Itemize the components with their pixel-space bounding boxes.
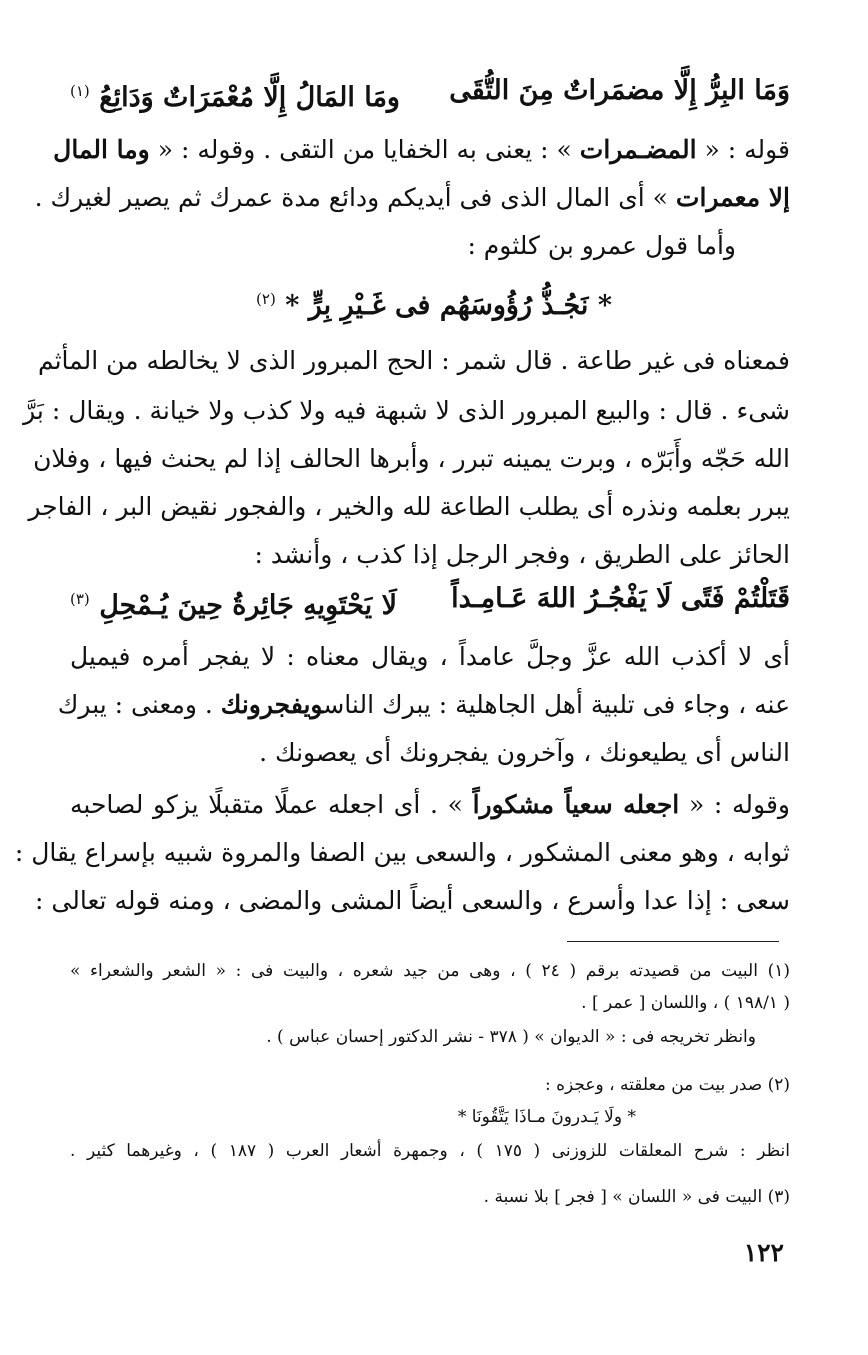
footnote-2-line-1: (٢) صدر بيت من معلقته ، وعجزه :	[544, 1075, 790, 1095]
para-1-line-1-mid: » : يعنى به الخفايا من التقى . وقوله : «	[157, 135, 572, 164]
para-3-line-2-tail: . ومعنى : يبرك	[57, 690, 213, 719]
para-1-line-2	[34, 181, 790, 215]
para-4-line-1	[70, 788, 790, 822]
para-1-line-1-pre: قوله : «	[704, 135, 790, 164]
term-mudmarat: المضـمرات	[579, 135, 697, 164]
para-3-line-1: أى لا أكذب الله عزَّ وجلَّ عامداً ، ويقال معناه : لا يفجر أمره فيميل	[70, 642, 790, 671]
verse-2	[180, 280, 688, 325]
para-1-line-2-rest: » أى المال الذى فى أيديكم ودائع مدة عمرك ثم يصير لغيرك .	[34, 183, 668, 212]
footnote-1-line-1: (١) البيت من قصيدته برقم ( ٢٤ ) ، وهى من جيد شعره ، والبيت فى : « الشعر والشعراء »	[70, 961, 790, 981]
para-4-line-2: ثوابه ، وهو معنى المشكور ، والسعى بين الصفا والمروة شبيه بإسراع يقال :	[14, 838, 790, 867]
footnote-3-line-1: (٣) البيت فى « اللسان » [ فجر ] بلا نسبة .	[483, 1187, 790, 1207]
para-1-line-3	[70, 229, 736, 263]
para-4-line-3: سعى : إذا عدا وأسرع ، والسعى أيضاً المشى والمضى ، ومنه قوله تعالى :	[35, 886, 790, 915]
verse-1-second-hemistich-text: ومَا المَالُ إِلَّا مُعْمَرَاتٌ وَدَائِعُ	[99, 82, 400, 113]
footnote-ref-3: (٣)	[70, 590, 90, 608]
page-number: ١٢٢	[743, 1238, 784, 1267]
para-4-line-1-rest: » . أى اجعله عملًا متقبلًا يزكو لصاحبه	[70, 790, 463, 819]
verse-3-first-hemistich	[451, 580, 790, 618]
term-yafjurunak: ويفجرونك	[220, 690, 324, 719]
para-1-line-3-text: وأما قول عمرو بن كلثوم :	[467, 231, 736, 260]
verse-1-first-hemistich	[449, 72, 790, 110]
para-2-line-3: الله حَجّه وأَبَرّه ، وبرت يمينه تبرر ، وأبرها الحالف إذا لم يحنث فيها ، وفلان	[33, 444, 790, 473]
verse-3-second-hemistich	[70, 580, 397, 625]
term-wa-ma-al-mal: وما المال	[53, 135, 150, 164]
para-2-line-4: يبرر بعلمه ونذره أى يطلب الطاعة لله والخير ، والفجور نقيض البر ، الفاجر	[28, 492, 790, 521]
footnote-2-line-2: * ولَا يَـدرونَ مـاذَا يَتَّقُونَا *	[457, 1107, 636, 1127]
para-2-line-1: فمعناه فى غير طاعة . قال شمر : الحج المبرور الذى لا يخالطه من المأثم	[37, 346, 790, 375]
verse-1-second-hemistich	[70, 72, 400, 117]
footnote-2-line-3: انظر : شرح المعلقات للزوزنى ( ١٧٥ ) ، وجمهرة أشعار العرب ( ١٨٧ ) ، وغيرهما كثير .	[70, 1141, 791, 1161]
para-3-line-2	[57, 688, 790, 722]
term-ijalhu-sayan: اجعله سعياً مشكوراً	[472, 790, 680, 819]
para-2-line-5: الحائز على الطريق ، وفجر الرجل إذا كذب ، وأنشد :	[254, 540, 790, 569]
term-illa-muamarat: إلا معمرات	[675, 183, 790, 212]
para-3-line-2-text: عنه ، وجاء فى تلبية أهل الجاهلية : يبرك الناس	[323, 690, 790, 719]
verse-1-first-hemistich-text: وَمَا البِرُّ إِلَّا مضمَراتٌ مِنَ التُّقَى	[449, 75, 790, 106]
para-2-line-2: شىء . قال : والبيع المبرور الذى لا شبهة فيه ولا كذب ولا خيانة . ويقال : بَرَّ	[23, 396, 790, 425]
footnote-1-line-2: ( ١٩٨/١ ) ، واللسان [ عمر ] .	[581, 993, 790, 1013]
footnote-ref-1: (١)	[70, 82, 90, 100]
para-1-line-1	[53, 133, 790, 167]
para-4-line-1-pre: وقوله : «	[688, 790, 790, 819]
verse-1	[70, 72, 790, 112]
footnote-ref-2: (٢)	[256, 290, 276, 308]
verse-3-first-hemistich-text: قَتَلْتُمْ فَتًى لَا يَفْجُـرُ اللهَ عَـامِـداً	[451, 583, 790, 614]
footnote-1-line-3: وانظر تخريجه فى : « الديوان » ( ٣٧٨ - نشر الدكتور إحسان عباس ) .	[266, 1027, 756, 1047]
verse-3-second-hemistich-text: لَا يَحْتَوِيهِ جَائِرةُ حِينَ يُـمْحِلِ	[99, 590, 397, 621]
para-3-line-3: الناس أى يطيعونك ، وآخرون يفجرونك أى يعصونك .	[259, 738, 790, 767]
verse-2-text: * نَجُـذُّ رُؤُوسَهُم فى غَـيْرِ بِرٍّ *	[285, 290, 612, 321]
footnote-separator	[567, 941, 779, 942]
verse-3	[70, 580, 790, 620]
